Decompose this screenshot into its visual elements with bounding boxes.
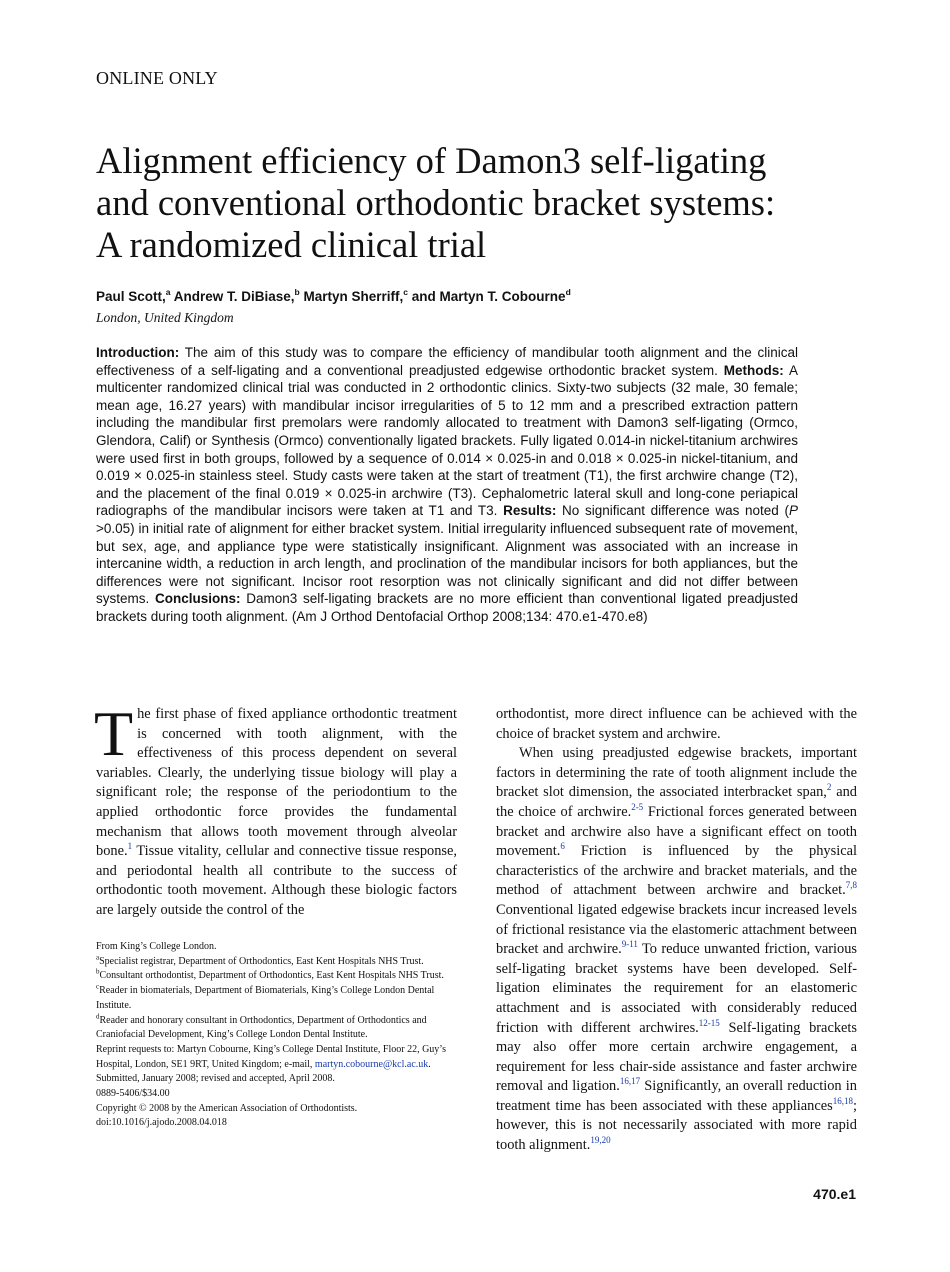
paragraph-text: and the choice of archwire. [496, 784, 857, 820]
affiliation-mark: b [294, 287, 300, 297]
abstract [96, 344, 798, 626]
reference-link[interactable]: 12-15 [698, 1017, 720, 1028]
abstract-results-text-cont: >0.05) in initial rate of alignment for either bracket system. Initial irregularity influenced subsequent rate of movement, but sex, age, and appliance type were statistically insignificant. Alignment was associated with an increase in intercanine width, a reduction in arch length, and proclination of the mandibular incisors for both appliances, but the differences were not significant. Incisor root resorption was not clinically significant and did not differ between systems. [96, 520, 798, 607]
author-list [96, 289, 571, 304]
footnote-submitted: Submitted, January 2008; revised and accepted, April 2008. [96, 1073, 335, 1085]
title-line-2: and conventional orthodontic bracket systems: [96, 182, 776, 223]
reference-link[interactable]: 16,17 [619, 1076, 641, 1087]
paragraph-text: he first phase of fixed appliance orthodontic treatment is concerned with tooth alignment, with the effectiveness of this process dependent on several variables. Clearly, the underlying tissue biology will play a significant role; the response of the periodontium to the applied orthodontic force provides the fundamental mechanism that allows tooth movement through alveolar bone. [96, 706, 457, 860]
paragraph-text: ; however, this is not necessarily associated with more rapid tooth alignment. [496, 1097, 857, 1154]
affiliation-mark: d [96, 1012, 100, 1021]
abstract-methods-label: Methods: [723, 362, 784, 378]
abstract-results-text: No significant difference was noted ( [562, 503, 789, 519]
author-location: London, United Kingdom [96, 310, 234, 325]
footnote-affiliation [96, 984, 457, 1013]
author-name: Paul Scott, [96, 289, 166, 304]
affiliation-mark: a [96, 953, 100, 962]
body-column-left [94, 698, 457, 921]
affiliation-mark: b [96, 968, 100, 977]
abstract-methods-text: A multicenter randomized clinical trial was conducted in 2 orthodontic clinics. Sixty-two subjects (32 male, 30 female; mean age, 16.27 years) with mandibular incisor irregularities of 5 to 12 mm and a prescribed extraction pattern including the mandibular first premolars were randomly allocated to treatment with Damon3 self-ligating (Ormco, Glendora, Calif) or Synthesis (Ormco) conventionally ligated brackets. Fully ligated 0.014-in nickel-titanium archwires were used first in both groups, followed by a sequence of 0.014 × 0.025-in and 0.018 × 0.025-in nickel-titanium, and 0.019 × 0.025-in stainless steel. Study casts were taken at the start of treatment (T1), the first archwire change (T2), and the placement of the final 0.019 × 0.025-in archwire (T3). Cephalometric lateral skull and long-cone periapical radiographs of the mandibular incisors were taken at T1 and T3. [96, 362, 798, 519]
paragraph-text: To reduce unwanted friction, various self-ligating bracket systems have been developed. Self-ligation eliminates the requirement for an elastomeric attachment and is associated with considerably reduced friction with different archwires. [496, 941, 857, 1036]
paragraph-text: Tissue vitality, cellular and connective tissue response, and periodontal health all contribute to the success of orthodontic tooth movement. Although these biologic factors are largely outside the control of the [96, 843, 457, 918]
drop-cap: T [94, 698, 134, 769]
abstract-intro-label: Introduction: [96, 345, 180, 360]
abstract-conclusions-text: Damon3 self-ligating brackets are no more efficient than conventional ligated preadjusted brackets during tooth alignment. (Am J Orthod Dentofacial Orthop 2008;134: 470.e1-470.e8) [96, 591, 798, 624]
section-label: ONLINE ONLY [96, 68, 218, 88]
abstract-conclusions-label: Conclusions: [155, 591, 241, 607]
reference-link[interactable]: 2-5 [631, 802, 644, 813]
reference-link[interactable]: 16,18 [832, 1096, 853, 1107]
paragraph-text: Significantly, an overall reduction in treatment time has been associated with these appliances [496, 1078, 857, 1114]
reference-link[interactable]: 19,20 [590, 1135, 611, 1146]
affiliation-mark: a [165, 287, 171, 297]
footnote-from: From King’s College London. [96, 941, 217, 952]
body-column-right [496, 705, 857, 1156]
reference-link[interactable]: 1 [127, 841, 133, 852]
footnote-affiliation [96, 1014, 457, 1043]
reference-link[interactable]: 7,8 [845, 880, 857, 891]
paragraph-text: When using preadjusted edgewise brackets, important factors in determining the rate of tooth alignment include the bracket slot dimension, the associated interbracket span, [496, 745, 857, 801]
footnote-affiliation [96, 955, 457, 970]
author-name: Andrew T. DiBiase, [173, 289, 295, 304]
reprint-text: Reprint requests to: Martyn Cobourne, King’s College Dental Institute, Floor 22, Guy’s Hospital, London, SE1 9RT, United Kingdom; e-mail, [96, 1043, 446, 1070]
paragraph-text: Conventional ligated edgewise brackets incur increased levels of frictional resistance via the elastomeric attachment between bracket and archwire. [496, 901, 857, 958]
paragraph-text: Self-ligating brackets may also offer more certain archwire engagement, a requirement for less chair-side assistance and faster archwire removal and ligation. [496, 1019, 858, 1095]
abstract-results-label: Results: [503, 503, 557, 519]
reference-link[interactable]: 2 [826, 782, 832, 793]
footnotes [96, 940, 457, 1131]
footnote-issn: 0889-5406/$34.00 [96, 1088, 170, 1100]
author-name: Martyn Sherriff, [303, 289, 404, 304]
email-link[interactable]: martyn.cobourne@kcl.ac.uk [314, 1058, 429, 1070]
abstract-p-value-symbol: P [788, 503, 798, 519]
affiliation-text: Specialist registrar, Department of Orthodontics, East Kent Hospitals NHS Trust. [99, 955, 424, 967]
affiliation-text: Reader in biomaterials, Department of Biomaterials, King’s College London Dental Institute. [96, 985, 435, 1011]
affiliation-mark: c [96, 982, 100, 991]
footnote-affiliation [96, 969, 457, 984]
title-line-3: A randomized clinical trial [96, 224, 487, 265]
affiliation-text: Reader and honorary consultant in Orthodontics, Department of Orthodontics and Craniofacial Development, King’s College London Dental Institute. [96, 1014, 427, 1041]
article-title [96, 140, 876, 266]
title-line-1: Alignment efficiency of Damon3 self-ligating [96, 140, 767, 181]
affiliation-mark: d [565, 287, 571, 297]
body-paragraph [496, 744, 857, 1155]
footnote-doi[interactable]: doi:10.1016/j.ajodo.2008.04.018 [96, 1117, 227, 1129]
footnote-reprint: Reprint requests to: Martyn Cobourne, King’s College Dental Institute, Floor 22, Guy’s Hospital, London, SE1 9RT, United Kingdom; e-mail, martyn.cobourne@kcl.ac.uk. [96, 1043, 446, 1070]
paragraph-text: Frictional forces generated between bracket and archwire also have a significant effect on tooth movement. [496, 803, 858, 860]
affiliation-mark: c [403, 287, 409, 297]
reference-link[interactable]: 9-11 [621, 939, 638, 950]
page-number: 470.e1 [813, 1186, 856, 1202]
body-paragraph [94, 698, 457, 921]
footnote-copyright: Copyright © 2008 by the American Association of Orthodontists. [96, 1102, 358, 1114]
affiliation-text: Consultant orthodontist, Department of Orthodontics, East Kent Hospitals NHS Trust. [99, 970, 444, 982]
body-paragraph: orthodontist, more direct influence can be achieved with the choice of bracket system and archwire. [496, 706, 857, 742]
paragraph-text: Friction is influenced by the physical characteristics of the archwire and bracket materials, and the method of attachment between archwire and bracket. [496, 843, 857, 899]
author-name: and Martyn T. Cobourne [411, 289, 566, 304]
abstract-intro-text: The aim of this study was to compare the efficiency of mandibular tooth alignment and the clinical effectiveness of a self-ligating and a conventional preadjusted edgewise orthodontic bracket system. [96, 345, 799, 378]
reference-link[interactable]: 6 [560, 841, 565, 852]
